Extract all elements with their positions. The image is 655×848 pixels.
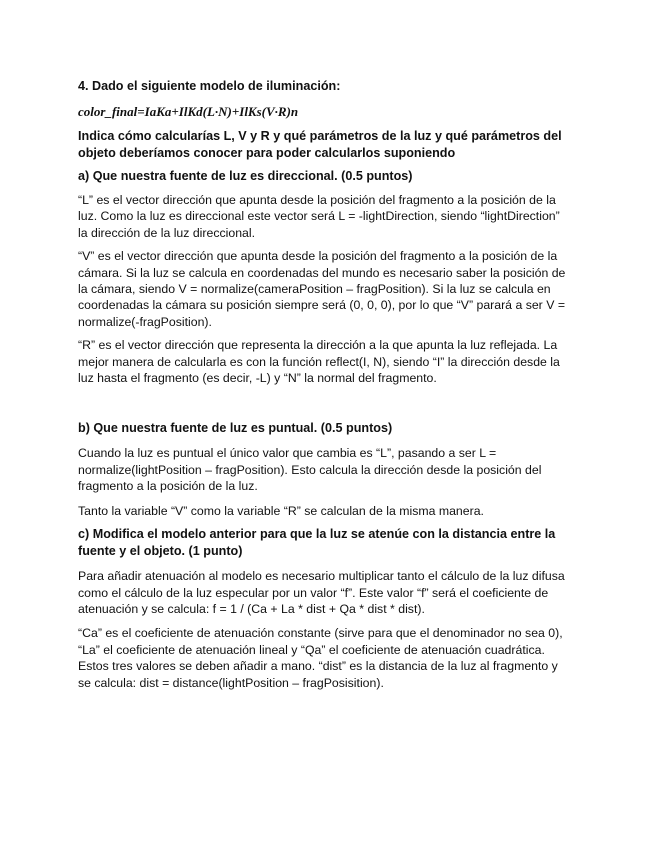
- section-c-paragraph: “Ca” es el coeficiente de atenuación constante (sirve para que el denominador no sea 0), “La” el coeficiente de atenuación lineal y “Qa” el coeficiente de atenuación cuadrática. Estos tres valores se deben añadir a mano. “dist” es la distancia de la luz al fragmento y se calcula: dist = distance(lightPosition – fragPosisition).: [78, 626, 563, 690]
- question-intro: Indica cómo calcularías L, V y R y qué parámetros de la luz y qué parámetros del objeto deberíamos conocer para poder calcularlos suponiendo: [78, 129, 562, 160]
- section-a-heading: a) Que nuestra fuente de luz es direccional. (0.5 puntos): [78, 169, 413, 183]
- section-a-paragraph: “V” es el vector dirección que apunta desde la posición del fragmento a la posición de la cámara. Si la luz se calcula en coordenadas del mundo es necesario saber la posición de la cámara, siendo V = normalize(cameraPosition – fragPosition). Si la luz se calcula en coordenadas la cámara su posición siempre será (0, 0, 0), por lo que “V” parará a ser V = normalize(-fragPosition).: [78, 249, 566, 329]
- lighting-formula: color_final=IaKa+IlKd(L·N)+IlKs(V·R)n: [78, 104, 299, 119]
- section-c-paragraph: Para añadir atenuación al modelo es necesario multiplicar tanto el cálculo de la luz difusa como el cálculo de la luz especular por un valor “f”. Este valor “f” será el coeficiente de atenuación y se calcula: f = 1 / (Ca + La * dist + Qa * dist * dist).: [78, 569, 565, 616]
- document-page: [78, 78, 572, 691]
- question-title: 4. Dado el siguiente modelo de iluminación:: [78, 79, 341, 93]
- section-b-heading: b) Que nuestra fuente de luz es puntual. (0.5 puntos): [78, 421, 393, 436]
- section-b-paragraph: Tanto la variable “V” como la variable “R” se calculan de la misma manera.: [78, 503, 484, 518]
- section-b-paragraph: Cuando la luz es puntual el único valor que cambia es “L”, pasando a ser L = normalize(lightPosition – fragPosition). Esto calcula la dirección desde la posición del fragmento a la posición de la luz.: [78, 446, 542, 494]
- section-a-paragraph: “L” es el vector dirección que apunta desde la posición del fragmento a la posición de la luz. Como la luz es direccional este vector será L = -lightDirection, siendo “lightDirection” la dirección de la luz direccional.: [78, 193, 560, 240]
- section-c-heading: c) Modifica el modelo anterior para que la luz se atenúe con la distancia entre la fuente y el objeto. (1 punto): [78, 527, 556, 559]
- section-a-paragraph: “R” es el vector dirección que representa la dirección a la que apunta la luz reflejada. La mejor manera de calcularla es con la función reflect(I, N), siendo “I” la dirección desde la luz hasta el fragmento (es decir, -L) y “N” la normal del fragmento.: [78, 338, 560, 386]
